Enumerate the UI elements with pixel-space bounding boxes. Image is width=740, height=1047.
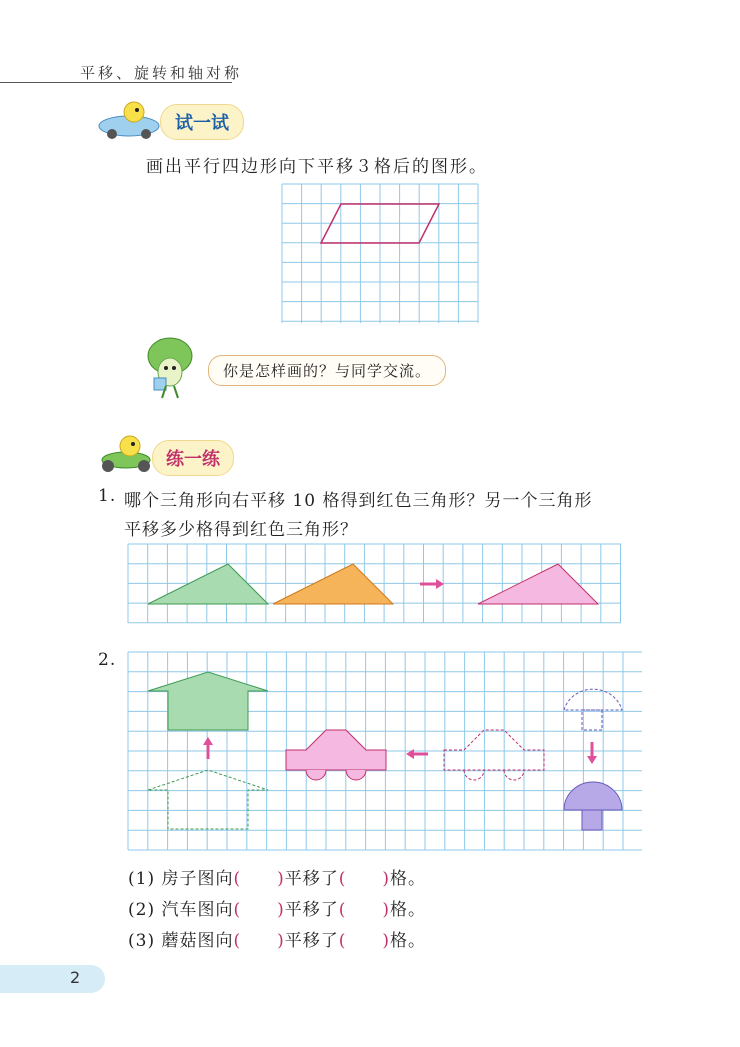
- item-tail: 格。: [390, 900, 427, 920]
- car-mascot-icon: [96, 100, 162, 140]
- green-triangle: [148, 564, 268, 604]
- blank-direction[interactable]: ( ): [233, 900, 285, 920]
- blank-distance[interactable]: ( ): [338, 931, 391, 951]
- section-title-try: [160, 104, 244, 140]
- section-title-practice-text: 练一练: [166, 449, 220, 470]
- item-lead: 蘑菇图向: [161, 931, 234, 951]
- up-arrow-icon: [203, 737, 213, 759]
- item-number: (1): [128, 869, 156, 889]
- house-dashed-outline: [148, 770, 268, 829]
- discussion-bubble: [208, 355, 446, 386]
- question-1-number: 1.: [98, 486, 117, 506]
- page-number-tab: [0, 965, 105, 993]
- item-mid: 平移了: [284, 931, 339, 951]
- parallelogram-grid: [282, 184, 478, 323]
- item-lead: 房子图向: [161, 869, 234, 889]
- item-mid: 平移了: [284, 900, 339, 920]
- blank-distance[interactable]: ( ): [338, 900, 391, 920]
- blank-direction[interactable]: ( ): [233, 931, 285, 951]
- item-number: (3): [128, 931, 156, 951]
- mushroom-dashed-outline: [564, 689, 622, 730]
- cabbage-mascot-icon: [140, 334, 202, 400]
- red-triangle: [478, 564, 598, 604]
- page-number: 2: [70, 968, 81, 987]
- orange-triangle: [273, 564, 393, 604]
- blank-direction[interactable]: ( ): [233, 869, 285, 889]
- item-number: (2): [128, 900, 156, 920]
- section-title-practice: [152, 440, 234, 476]
- item-mid: 平移了: [284, 869, 339, 889]
- header-divider: [0, 82, 232, 83]
- chapter-title: 平移、旋转和轴对称: [80, 64, 243, 82]
- question-1-line1: 哪个三角形向右平移 10 格得到红色三角形？另一个三角形: [124, 491, 593, 511]
- grid-lines: [282, 184, 478, 323]
- item-lead: 汽车图向: [161, 900, 234, 920]
- try-instruction: 画出平行四边形向下平移３格后的图形。: [146, 157, 488, 177]
- car-shape: [286, 730, 386, 780]
- question-2-item-1: [128, 864, 426, 889]
- house-shape: [148, 672, 268, 730]
- question-2-number: 2.: [98, 650, 117, 670]
- question-2-item-2: [128, 895, 426, 920]
- translation-grid: [128, 652, 642, 850]
- discussion-text: 你是怎样画的？与同学交流。: [223, 362, 432, 380]
- section-title-try-text: 试一试: [175, 113, 229, 134]
- motorbike-mascot-icon: [96, 434, 158, 474]
- triangles-grid: [128, 544, 621, 623]
- item-tail: 格。: [390, 869, 427, 889]
- mushroom-shape: [564, 782, 622, 830]
- question-2-item-3: [128, 926, 426, 951]
- car-dashed-outline: [444, 730, 544, 780]
- down-arrow-icon: [587, 742, 597, 764]
- question-1-line2: 平移多少格得到红色三角形？: [124, 520, 358, 540]
- item-tail: 格。: [390, 931, 427, 951]
- blank-distance[interactable]: ( ): [338, 869, 391, 889]
